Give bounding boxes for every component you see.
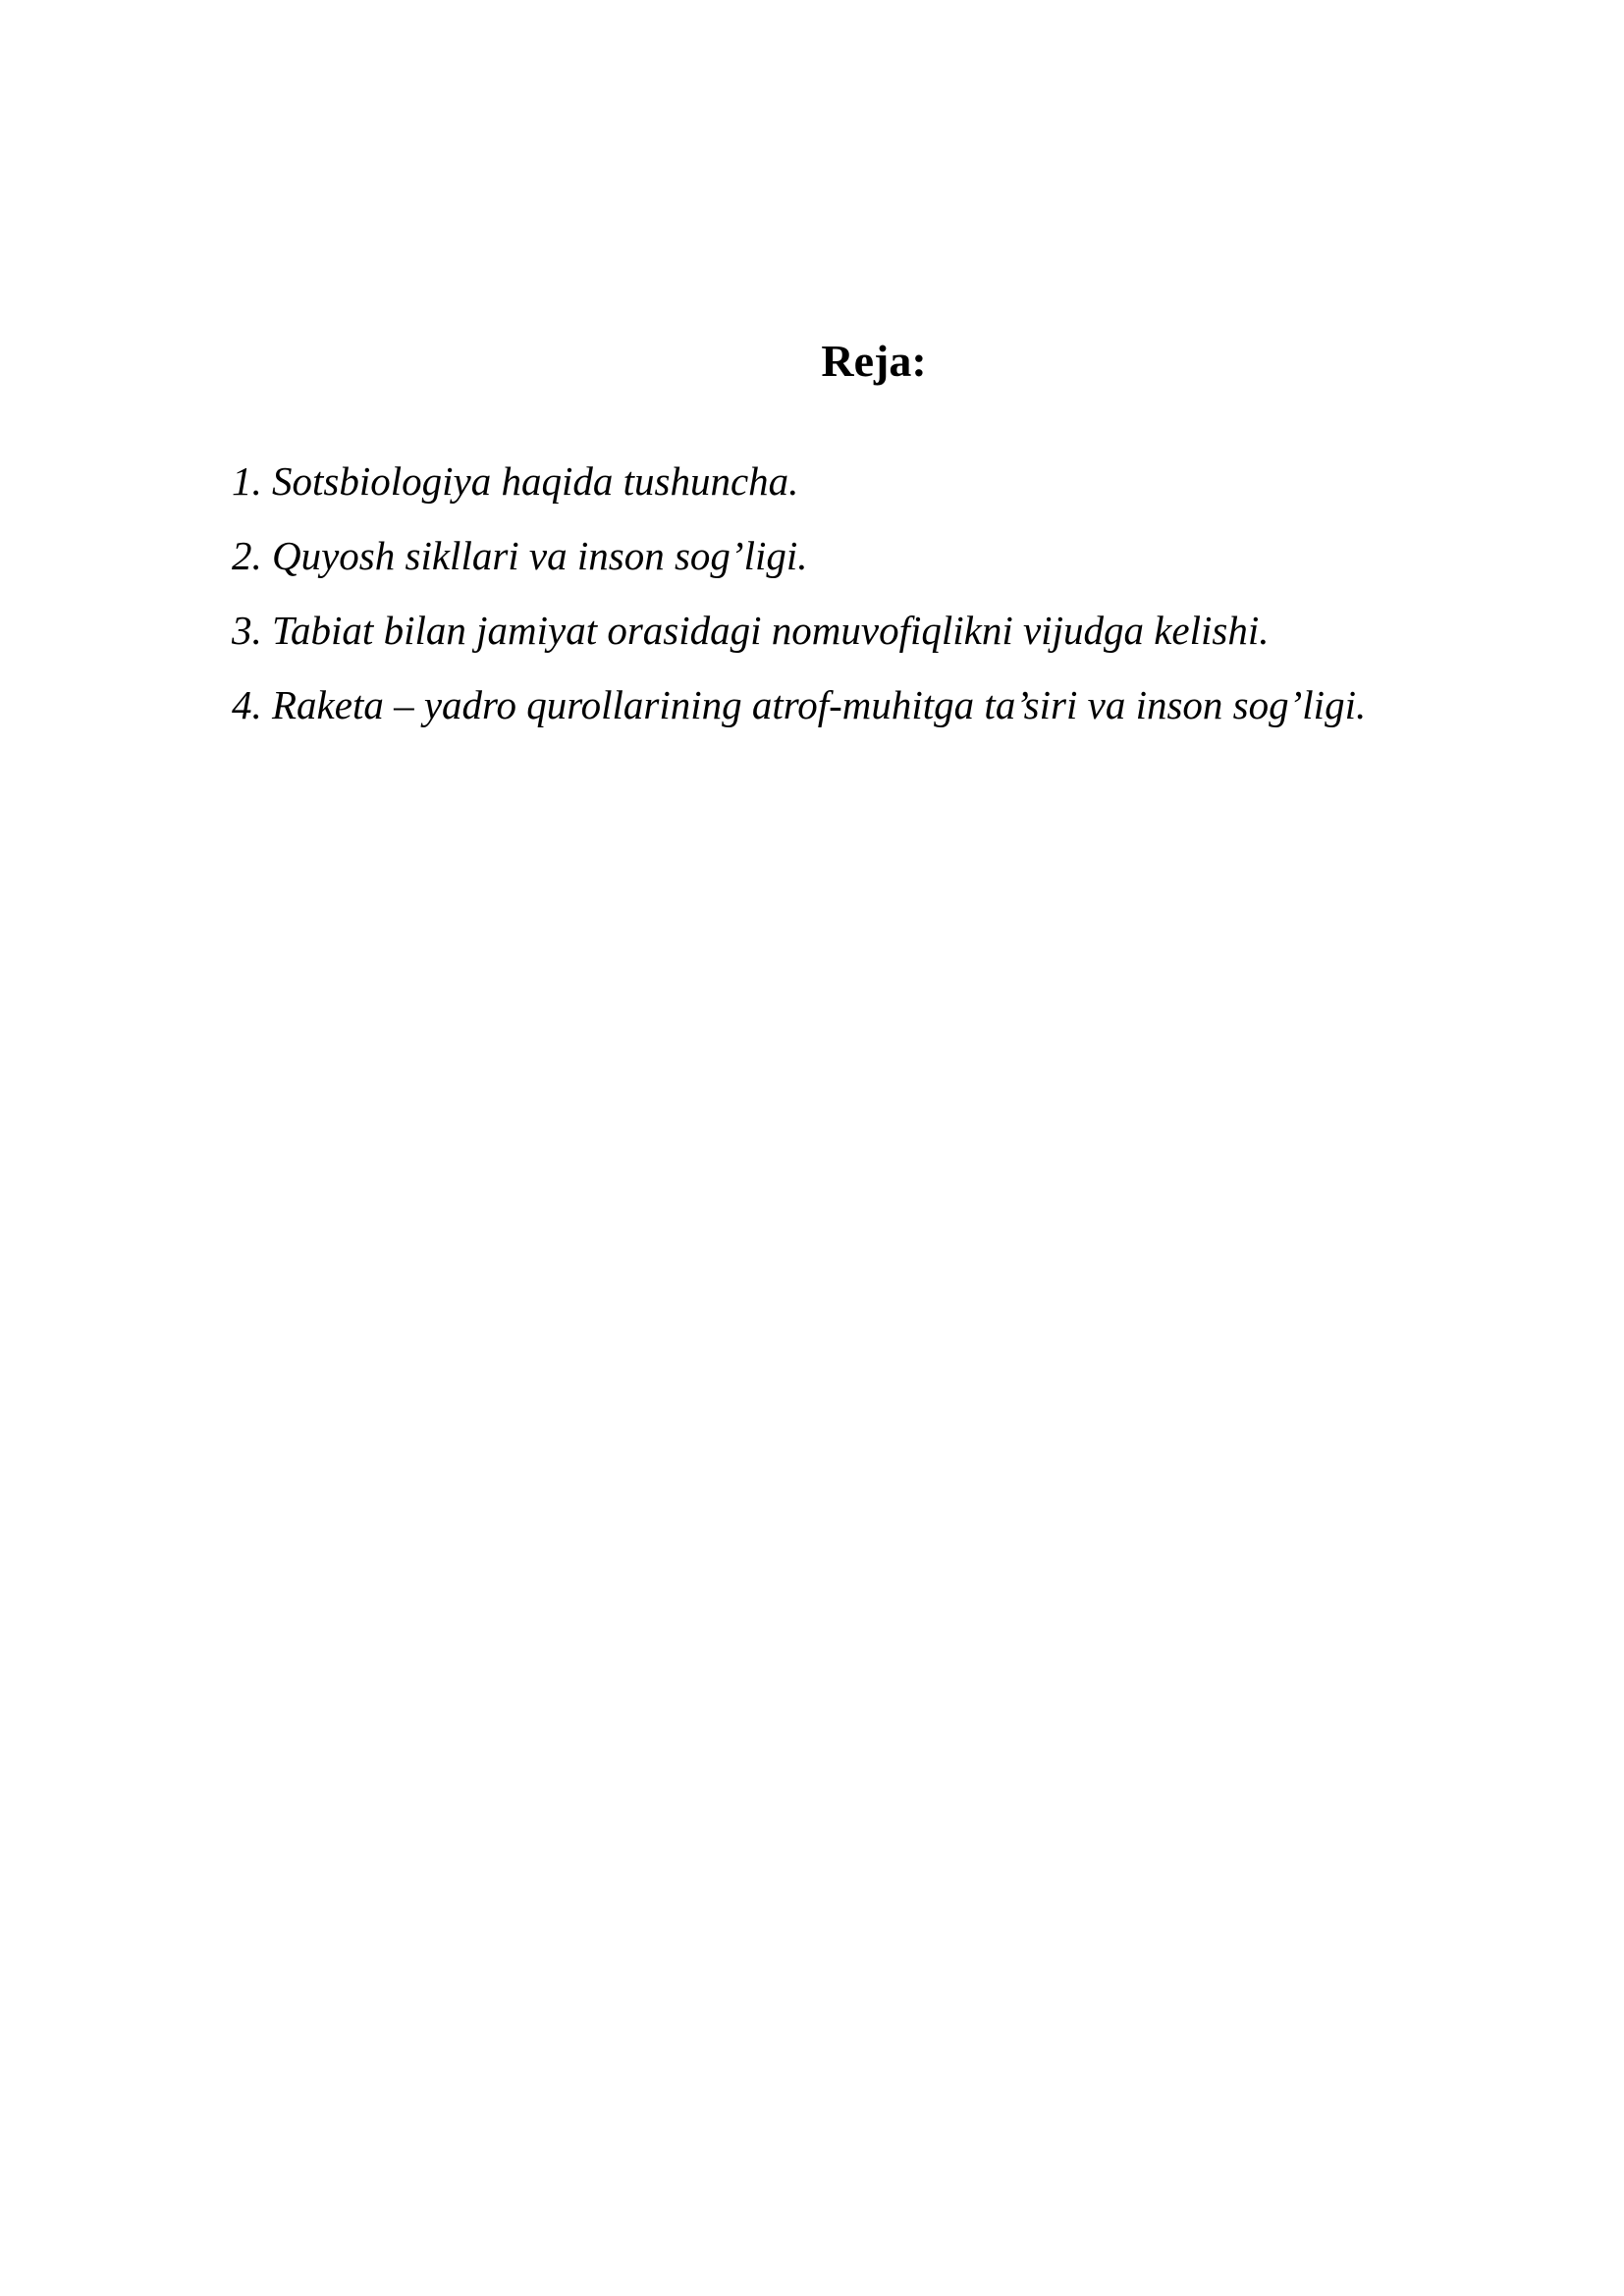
plan-item-4: 4. Raketa – yadro qurollarining atrof-muhitga ta’siri va inson sog’ligi. — [232, 682, 1367, 727]
page-title: Reja: — [821, 336, 927, 386]
plan-item-3: 3. Tabiat bilan jamiyat orasidagi nomuvofiqlikni vijudga kelishi. — [232, 608, 1270, 653]
plan-list — [232, 444, 1366, 742]
plan-item-1: 1. Sotsbiologiya haqida tushuncha. — [232, 458, 799, 504]
plan-item-2: 2. Quyosh sikllari va inson sog’ligi. — [232, 533, 808, 578]
